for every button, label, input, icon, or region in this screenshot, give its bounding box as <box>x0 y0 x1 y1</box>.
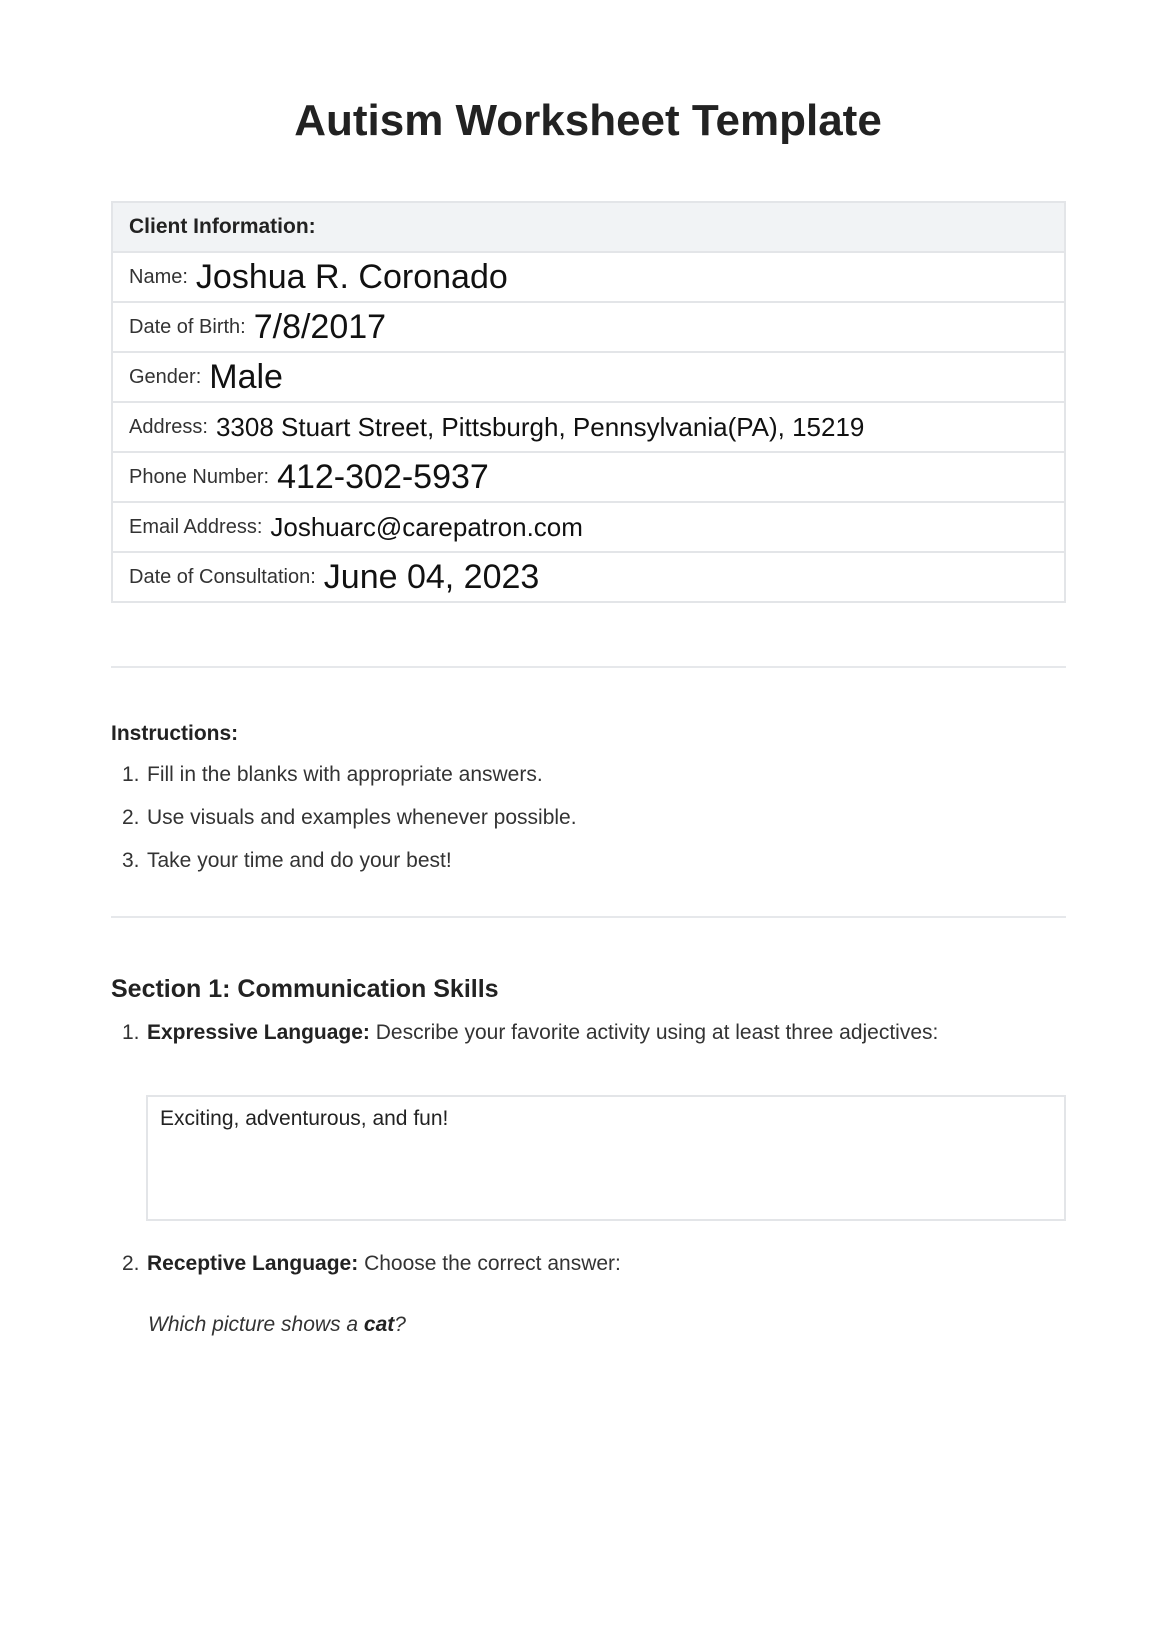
instruction-text: Fill in the blanks with appropriate answers. <box>147 763 543 786</box>
name-row <box>113 253 1064 303</box>
instruction-item <box>122 753 577 796</box>
instruction-text: Take your time and do your best! <box>147 849 452 872</box>
instructions-list <box>122 753 577 882</box>
phone-number-value[interactable]: 412-302-5937 <box>277 457 489 496</box>
question-number: 1. <box>122 1021 140 1044</box>
divider <box>111 916 1066 918</box>
prompt-punctuation: ? <box>394 1313 406 1336</box>
instruction-number: 1. <box>122 763 140 786</box>
divider <box>111 666 1066 668</box>
client-information-table <box>111 201 1066 603</box>
gender-row <box>113 353 1064 403</box>
date-of-birth-label: Date of Birth: <box>129 315 246 338</box>
question-text: Describe your favorite activity using at least three adjectives: <box>375 1021 939 1044</box>
address-row <box>113 403 1064 453</box>
prompt-keyword: cat <box>363 1313 395 1336</box>
question-number: 2. <box>122 1252 140 1275</box>
instruction-number: 3. <box>122 849 140 872</box>
question-receptive-language <box>122 1252 621 1276</box>
instruction-item <box>122 796 577 839</box>
phone-number-label: Phone Number: <box>129 465 270 488</box>
date-of-consultation-row <box>113 553 1064 601</box>
gender-label: Gender: <box>129 365 202 388</box>
client-information-header: Client Information: <box>113 203 1064 253</box>
instruction-number: 2. <box>122 806 140 829</box>
instruction-text: Use visuals and examples whenever possible. <box>147 806 577 829</box>
date-of-birth-row <box>113 303 1064 353</box>
email-address-row <box>113 503 1064 553</box>
instructions-heading: Instructions: <box>111 722 239 745</box>
email-address-value[interactable]: Joshuarc@carepatron.com <box>270 511 583 542</box>
question-label: Receptive Language: <box>147 1252 359 1275</box>
receptive-language-prompt <box>148 1313 406 1337</box>
date-of-birth-value[interactable]: 7/8/2017 <box>253 307 387 346</box>
email-address-label: Email Address: <box>129 515 263 538</box>
question-label: Expressive Language: <box>147 1021 370 1044</box>
date-of-consultation-label: Date of Consultation: <box>129 565 316 588</box>
address-label: Address: <box>129 415 208 438</box>
instruction-item <box>122 839 577 882</box>
phone-number-row <box>113 453 1064 503</box>
name-value[interactable]: Joshua R. Coronado <box>195 257 508 296</box>
gender-value[interactable]: Male <box>209 357 283 396</box>
date-of-consultation-value[interactable]: June 04, 2023 <box>323 557 540 596</box>
address-value[interactable]: 3308 Stuart Street, Pittsburgh, Pennsylvania(PA), 15219 <box>215 411 865 442</box>
prompt-text: Which picture shows a <box>148 1313 364 1336</box>
name-label: Name: <box>129 265 188 288</box>
question-text: Choose the correct answer: <box>364 1252 621 1275</box>
question-expressive-language <box>122 1021 938 1045</box>
page-title: Autism Worksheet Template <box>294 96 882 145</box>
section-title: Section 1: Communication Skills <box>111 975 499 1003</box>
expressive-language-answer-field[interactable]: Exciting, adventurous, and fun! <box>146 1095 1066 1221</box>
